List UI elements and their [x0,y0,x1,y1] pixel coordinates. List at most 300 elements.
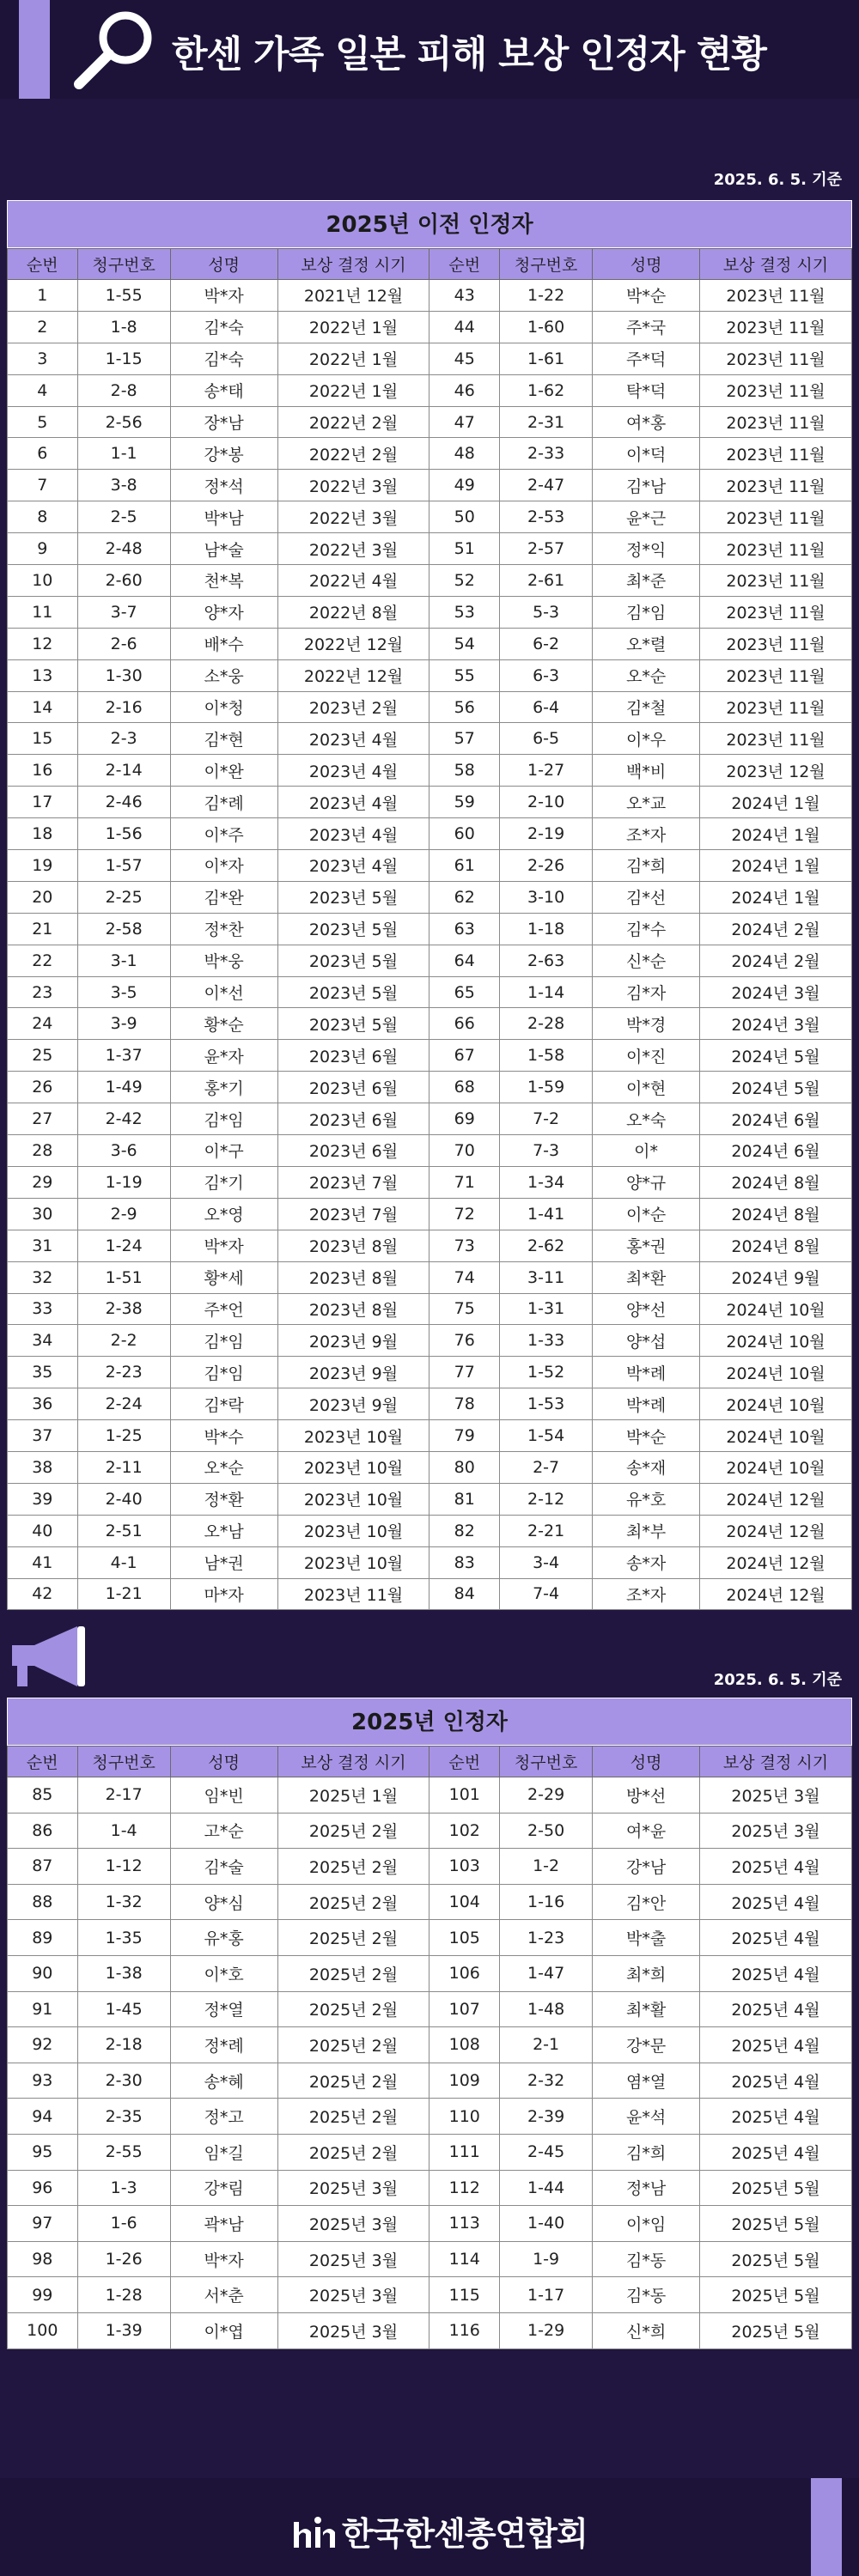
table-cell: 108 [430,2027,500,2063]
table-cell: 박*웅 [170,945,277,976]
table-cell: 26 [8,1072,78,1103]
table-cell: 강*남 [593,1849,700,1885]
table-cell: 2-50 [500,1813,593,1849]
table-cell: 73 [430,1230,500,1261]
table-cell: 남*술 [170,533,277,565]
table-cell: 97 [8,2206,78,2242]
table-cell: 2023년 11월 [700,406,852,438]
table-cell: 44 [430,311,500,343]
table-cell: 2023년 11월 [277,1578,430,1610]
table-cell: 홍*권 [593,1230,700,1261]
table-cell: 79 [430,1420,500,1452]
table-row [8,470,852,501]
table-cell: 2-2 [77,1325,170,1357]
table-cell: 이*완 [170,755,277,787]
table-cell: 김*례 [170,787,277,818]
table-cell: 2024년 9월 [700,1261,852,1293]
table-cell: 2024년 3월 [700,976,852,1008]
table-cell: 염*열 [593,2063,700,2099]
table-cell: 2025년 3월 [700,1777,852,1814]
table-cell: 1-32 [77,1884,170,1920]
section1-date: 2025. 6. 5. 기준 [713,171,842,189]
table-cell: 2023년 8월 [277,1293,430,1325]
table-cell: 2025년 2월 [277,2134,430,2170]
table-cell: 7-3 [500,1135,593,1167]
table-cell: 김*임 [170,1357,277,1388]
table-cell: 2-47 [500,470,593,501]
table-cell: 2022년 1월 [277,311,430,343]
table-cell: 2024년 10월 [700,1293,852,1325]
table-cell: 2 [8,311,78,343]
table-row [8,565,852,597]
table-cell: 2-38 [77,1293,170,1325]
table-cell: 1-48 [500,1991,593,2027]
table-cell: 3-11 [500,1261,593,1293]
table-cell: 2-11 [77,1451,170,1483]
table-cell: 최*준 [593,565,700,597]
table-cell: 1-6 [77,2206,170,2242]
table-cell: 8 [8,501,78,533]
table-cell: 40 [8,1515,78,1546]
table-row [8,406,852,438]
table-cell: 박*순 [593,280,700,312]
table-cell: 김*임 [170,1103,277,1135]
table-cell: 박*자 [170,1230,277,1261]
table-cell: 1-45 [77,1991,170,2027]
table-cell: 25 [8,1040,78,1072]
section2-date: 2025. 6. 5. 기준 [713,1671,842,1689]
table-cell: 2023년 4월 [277,755,430,787]
table-cell: 80 [430,1451,500,1483]
table-cell: 이*현 [593,1072,700,1103]
table-cell: 최*희 [593,1955,700,1991]
table-cell: 이*덕 [593,438,700,470]
table-cell: 박*례 [593,1357,700,1388]
table-cell: 78 [430,1388,500,1420]
table-row [8,1072,852,1103]
table-cell: 2-46 [77,787,170,818]
table-cell: 52 [430,565,500,597]
table-cell: 유*홍 [170,1920,277,1956]
table-cell: 김*안 [593,1884,700,1920]
table-cell: 2022년 12월 [277,628,430,659]
table-cell: 2-61 [500,565,593,597]
table-row [8,881,852,913]
table-cell: 신*희 [593,2312,700,2348]
table-cell: 10 [8,565,78,597]
table-cell: 1-3 [77,2170,170,2206]
table-row [8,1357,852,1388]
table-cell: 2024년 1월 [700,850,852,882]
table-cell: 6-5 [500,723,593,755]
table-cell: 2024년 5월 [700,1072,852,1103]
table-cell: 2025년 1월 [277,1777,430,1814]
table-cell: 2025년 4월 [700,1849,852,1885]
table-cell: 63 [430,913,500,945]
table-row [8,976,852,1008]
table-cell: 1-1 [77,438,170,470]
table-cell: 2-1 [500,2027,593,2063]
table-cell: 2024년 3월 [700,1008,852,1040]
table-cell: 61 [430,850,500,882]
table-cell: 박*남 [170,501,277,533]
table-cell: 1-2 [500,1849,593,1885]
table-row [8,1515,852,1546]
table-cell: 송*재 [593,1451,700,1483]
column-header: 순번 [430,249,500,280]
table-cell: 1-4 [77,1813,170,1849]
table-cell: 2024년 8월 [700,1198,852,1230]
table-row [8,2170,852,2206]
column-header: 보상 결정 시기 [700,249,852,280]
table-row [8,628,852,659]
table-cell: 이*선 [170,976,277,1008]
table-cell: 주*언 [170,1293,277,1325]
table-cell: 장*남 [170,406,277,438]
column-header: 순번 [8,249,78,280]
table-row [8,787,852,818]
table-cell: 75 [430,1293,500,1325]
table-cell: 2023년 7월 [277,1166,430,1198]
table-cell: 2-3 [77,723,170,755]
table-cell: 38 [8,1451,78,1483]
table-cell: 2025년 2월 [277,1920,430,1956]
table-cell: 2024년 5월 [700,1040,852,1072]
table-row [8,1325,852,1357]
table-cell: 2023년 11월 [700,628,852,659]
table-cell: 18 [8,818,78,850]
table-cell: 2-17 [77,1777,170,1814]
table-cell: 7 [8,470,78,501]
table-cell: 이*진 [593,1040,700,1072]
table-cell: 65 [430,976,500,1008]
table-cell: 85 [8,1777,78,1814]
table-cell: 2-35 [77,2099,170,2135]
table-row [8,1578,852,1610]
table-row [8,2206,852,2242]
table-cell: 2-8 [77,374,170,406]
table-cell: 2-26 [500,850,593,882]
table-cell: 2-58 [77,913,170,945]
table-cell: 방*선 [593,1777,700,1814]
table-cell: 3-10 [500,881,593,913]
table-cell: 오*렬 [593,628,700,659]
table-cell: 김*숙 [170,311,277,343]
table-cell: 23 [8,976,78,1008]
table-cell: 이*순 [593,1198,700,1230]
table-cell: 박*례 [593,1388,700,1420]
table-cell: 오*교 [593,787,700,818]
table-cell: 2023년 11월 [700,533,852,565]
table-cell: 2023년 11월 [700,311,852,343]
table-cell: 김*희 [593,850,700,882]
table-cell: 2-9 [77,1198,170,1230]
table-cell: 박*자 [170,2241,277,2277]
table-cell: 1-35 [77,1920,170,1956]
table-cell: 정*환 [170,1483,277,1515]
table-cell: 2025년 2월 [277,2099,430,2135]
table-cell: 2023년 9월 [277,1357,430,1388]
table-cell: 1-27 [500,755,593,787]
org-logo [292,2507,588,2555]
table-row [8,1991,852,2027]
table-cell: 50 [430,501,500,533]
table-cell: 1-37 [77,1040,170,1072]
table-cell: 2025년 4월 [700,1920,852,1956]
table-cell: 2022년 1월 [277,374,430,406]
table-cell: 2023년 11월 [700,565,852,597]
table-cell: 2024년 1월 [700,818,852,850]
table-cell: 윤*자 [170,1040,277,1072]
table-cell: 김*완 [170,881,277,913]
table-cell: 64 [430,945,500,976]
table-row [8,1451,852,1483]
table-cell: 41 [8,1546,78,1578]
table-cell: 1-60 [500,311,593,343]
table-cell: 77 [430,1357,500,1388]
table-cell: 29 [8,1166,78,1198]
table-row [8,1884,852,1920]
table-cell: 2-63 [500,945,593,976]
table-row [8,1103,852,1135]
table-row [8,1293,852,1325]
table-row [8,2312,852,2348]
table-cell: 김*자 [593,976,700,1008]
table-row [8,2277,852,2313]
table-cell: 3-8 [77,470,170,501]
table-cell: 배*수 [170,628,277,659]
table-cell: 2024년 10월 [700,1420,852,1452]
table-cell: 송*태 [170,374,277,406]
header-accent-bar [19,0,50,99]
table-cell: 30 [8,1198,78,1230]
page-title: 한센 가족 일본 피해 보상 인정자 현황 [172,33,766,76]
footer-accent-bar [811,2478,842,2576]
table-cell: 정*고 [170,2099,277,2135]
table-cell: 15 [8,723,78,755]
table-cell: 1-31 [500,1293,593,1325]
table-cell: 1-24 [77,1230,170,1261]
table-cell: 천*복 [170,565,277,597]
table-cell: 1-49 [77,1072,170,1103]
table-cell: 박*순 [593,1420,700,1452]
table-cell: 이* [593,1135,700,1167]
table-cell: 3-6 [77,1135,170,1167]
table-cell: 82 [430,1515,500,1546]
table-cell: 2022년 3월 [277,470,430,501]
table-cell: 6-2 [500,628,593,659]
table-cell: 2025년 3월 [277,2206,430,2242]
table-cell: 59 [430,787,500,818]
table-cell: 여*홍 [593,406,700,438]
table-cell: 남*권 [170,1546,277,1578]
table-cell: 90 [8,1955,78,1991]
table-row [8,659,852,691]
table-row [8,1008,852,1040]
table-cell: 32 [8,1261,78,1293]
table-row [8,1040,852,1072]
table-cell: 4-1 [77,1546,170,1578]
table-cell: 69 [430,1103,500,1135]
table-cell: 양*자 [170,596,277,628]
table-cell: 2-30 [77,2063,170,2099]
table-cell: 5 [8,406,78,438]
table-cell: 2-12 [500,1483,593,1515]
table-cell: 1-58 [500,1040,593,1072]
table-cell: 105 [430,1920,500,1956]
table-cell: 1-18 [500,913,593,945]
table-cell: 정*남 [593,2170,700,2206]
table-cell: 2-42 [77,1103,170,1135]
table-cell: 2023년 11월 [700,374,852,406]
table-cell: 김*철 [593,691,700,723]
table-row [8,723,852,755]
table-cell: 2023년 5월 [277,913,430,945]
table-row [8,1483,852,1515]
table-cell: 백*비 [593,755,700,787]
table-cell: 강*림 [170,2170,277,2206]
table-cell: 이*우 [593,723,700,755]
table-cell: 28 [8,1135,78,1167]
table-cell: 2-23 [77,1357,170,1388]
section2-body [8,1777,852,2349]
table-cell: 39 [8,1483,78,1515]
table-cell: 2-57 [500,533,593,565]
table-cell: 104 [430,1884,500,1920]
table-row [8,1388,852,1420]
section1-table [7,248,852,1610]
table-cell: 마*자 [170,1578,277,1610]
table-cell: 53 [430,596,500,628]
table-cell: 2023년 11월 [700,596,852,628]
table-cell: 2022년 3월 [277,501,430,533]
table-cell: 7-4 [500,1578,593,1610]
table-cell: 2024년 10월 [700,1357,852,1388]
table-row [8,501,852,533]
table-cell: 1-56 [77,818,170,850]
table-cell: 1-17 [500,2277,593,2313]
table-cell: 김*숙 [170,343,277,374]
table-cell: 임*길 [170,2134,277,2170]
table-cell: 1-47 [500,1955,593,1991]
column-header: 성명 [593,249,700,280]
table-cell: 2-33 [500,438,593,470]
table-cell: 여*윤 [593,1813,700,1849]
table-cell: 2023년 6월 [277,1103,430,1135]
table-row [8,1230,852,1261]
table-cell: 1-23 [500,1920,593,1956]
table-cell: 42 [8,1578,78,1610]
table-cell: 2023년 10월 [277,1515,430,1546]
table-cell: 1 [8,280,78,312]
table-cell: 2023년 8월 [277,1230,430,1261]
table-cell: 2023년 10월 [277,1546,430,1578]
table-cell: 2022년 3월 [277,533,430,565]
table-cell: 정*열 [170,1991,277,2027]
table-cell: 1-16 [500,1884,593,1920]
table-cell: 27 [8,1103,78,1135]
table-cell: 21 [8,913,78,945]
table-row [8,596,852,628]
table-cell: 박*수 [170,1420,277,1452]
table-cell: 87 [8,1849,78,1885]
table-cell: 3-1 [77,945,170,976]
table-cell: 2-19 [500,818,593,850]
table-cell: 2023년 10월 [277,1420,430,1452]
table-cell: 89 [8,1920,78,1956]
table-cell: 2023년 5월 [277,881,430,913]
section2-header-row [8,1747,852,1777]
table-cell: 62 [430,881,500,913]
table-cell: 20 [8,881,78,913]
table-cell: 84 [430,1578,500,1610]
table-cell: 정*익 [593,533,700,565]
table-cell: 3-7 [77,596,170,628]
table-cell: 2023년 5월 [277,976,430,1008]
table-cell: 이*구 [170,1135,277,1167]
table-cell: 양*선 [593,1293,700,1325]
section1-title: 2025년 이전 인정자 [7,200,852,248]
table-cell: 4 [8,374,78,406]
table-cell: 1-55 [77,280,170,312]
table-cell: 조*자 [593,818,700,850]
table-cell: 55 [430,659,500,691]
table-cell: 김*동 [593,2277,700,2313]
table-cell: 102 [430,1813,500,1849]
table-cell: 5-3 [500,596,593,628]
table-cell: 정*례 [170,2027,277,2063]
column-header: 순번 [8,1747,78,1777]
table-cell: 2023년 4월 [277,850,430,882]
column-header: 보상 결정 시기 [277,249,430,280]
table-cell: 1-25 [77,1420,170,1452]
table-cell: 오*숙 [593,1103,700,1135]
table-cell: 2024년 10월 [700,1388,852,1420]
table-cell: 2023년 9월 [277,1388,430,1420]
table-cell: 2024년 6월 [700,1135,852,1167]
table-row [8,945,852,976]
table-cell: 김*임 [593,596,700,628]
table-cell: 1-22 [500,280,593,312]
table-cell: 3-4 [500,1546,593,1578]
table-cell: 1-8 [77,311,170,343]
table-cell: 2024년 2월 [700,913,852,945]
table-cell: 2023년 11월 [700,280,852,312]
table-cell: 100 [8,2312,78,2348]
table-cell: 2022년 2월 [277,406,430,438]
table-cell: 43 [430,280,500,312]
column-header: 성명 [170,1747,277,1777]
table-cell: 고*순 [170,1813,277,1849]
table-cell: 48 [430,438,500,470]
table-cell: 2024년 12월 [700,1483,852,1515]
table-cell: 2023년 11월 [700,343,852,374]
table-row [8,2099,852,2135]
table-cell: 2-53 [500,501,593,533]
table-cell: 김*동 [593,2241,700,2277]
table-cell: 윤*근 [593,501,700,533]
table-row [8,343,852,374]
table-cell: 67 [430,1040,500,1072]
section2-title: 2025년 인정자 [7,1698,852,1746]
table-cell: 114 [430,2241,500,2277]
magnifier-icon [67,5,161,91]
section1-body [8,280,852,1610]
column-header: 성명 [593,1747,700,1777]
table-cell: 주*덕 [593,343,700,374]
table-cell: 이*임 [593,2206,700,2242]
table-row [8,691,852,723]
